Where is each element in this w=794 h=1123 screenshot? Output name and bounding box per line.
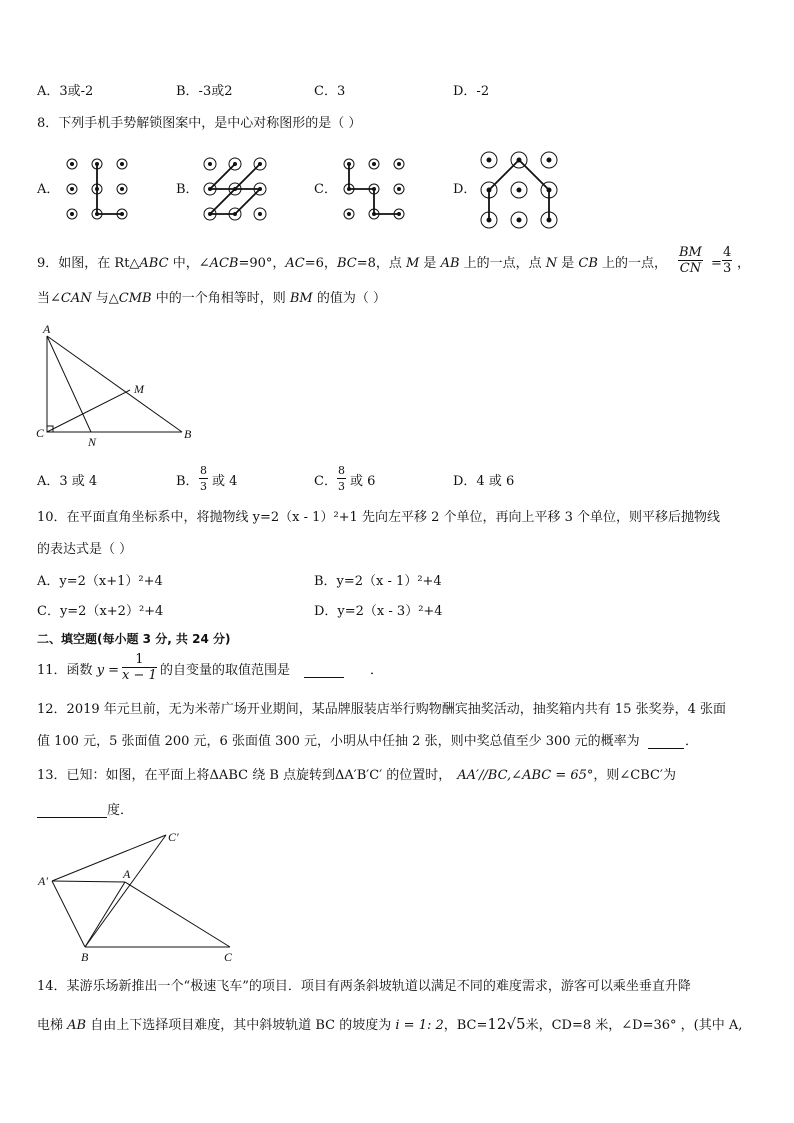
q13-label-c-prime: C′ (168, 830, 179, 844)
q10-option-a: A．y=2（x+1）²+4 (37, 574, 163, 589)
q9-label-a: A (43, 322, 51, 336)
q11-stem-post: 的自变量的取值范围是 (160, 663, 291, 678)
q10-option-b: B．y=2（x - 1）²+4 (314, 574, 442, 589)
q12-stem-line1: 12．2019 年元旦前，无为米蒂广场开业期间，某品牌服装店举行购物酬宾抽奖活动，抽奖箱内共有 15 张奖券，4 张面 (37, 702, 726, 717)
q9-option-d: D．4 或 6 (453, 474, 515, 489)
q14-stem-line2: 电梯 AB 自由上下选择项目难度，其中斜坡轨道 BC 的坡度为 i = 1: 2，BC=12√5米，CD=8 米，∠D=36° ，(其中 A, (37, 1015, 743, 1033)
q9-option-c-fraction: $\frac{8}{3}$ (338, 464, 345, 493)
q9-option-b-fraction: $\frac{8}{3}$ (200, 464, 207, 493)
q9-option-c-prefix: C． (314, 474, 337, 489)
q7-option-c: C．3 (314, 84, 346, 99)
q11-stem-pre: 11．函数 y = (37, 663, 120, 678)
q8-label-a: A． (37, 182, 60, 197)
q9-label-n: N (88, 435, 97, 449)
q7-option-a: A．3或-2 (37, 84, 94, 99)
q9-triangle-figure (30, 320, 205, 450)
q13-label-c: C (224, 950, 233, 964)
pattern-a (60, 152, 140, 227)
q9-option-b-suffix: 或 4 (212, 474, 238, 489)
q9-stem-comma: ， (737, 256, 751, 271)
q10-stem-line2: 的表达式是（ ） (37, 542, 133, 557)
pattern-b (198, 152, 278, 227)
q9-stem-line2: 当∠CAN 与△CMB 中的一个角相等时，则 BM 的值为（ ） (37, 291, 386, 306)
q11-period: ． (370, 663, 384, 678)
q9-label-m: M (134, 382, 144, 396)
q9-stem-line1: 9．如图，在 Rt△ABC 中，∠ACB=90°，AC=6，BC=8，点 M 是 AB 上的一点，点 N 是 CB 上的一点， (37, 256, 668, 271)
q10-option-c: C．y=2（x+2）²+4 (37, 604, 164, 619)
q13-stem-line1: 13．已知：如图，在平面上将ΔABC 绕 B 点旋转到ΔA′B′C′ 的位置时， AA′//BC,∠ABC = 65°，则∠CBC′为 (37, 768, 676, 783)
section-fill-in-heading: 二、填空题(每小题 3 分, 共 24 分) (37, 632, 231, 646)
pattern-c (337, 152, 417, 227)
q8-stem: 8．下列手机手势解锁图案中，是中心对称图形的是（ ） (37, 116, 362, 131)
q11-answer-blank[interactable] (304, 677, 344, 678)
q8-label-b: B． (176, 182, 199, 197)
q7-option-b: B．-3或2 (176, 84, 233, 99)
q12-period: ． (685, 734, 699, 749)
q13-unit: 度． (107, 803, 134, 818)
q9-ratio-fraction: $\frac{BM}{CN}$ (679, 245, 702, 276)
q12-stem-line2: 值 100 元，5 张面值 200 元，6 张面值 300 元，小明从中任抽 2 张，则中奖总值至少 300 元的概率为 (37, 734, 640, 749)
q9-label-c: C (36, 426, 45, 440)
q13-answer-blank[interactable] (37, 817, 107, 818)
q8-label-c: C． (314, 182, 337, 197)
q10-option-d: D．y=2（x - 3）²+4 (314, 604, 443, 619)
q13-label-b: B (81, 950, 89, 964)
q9-ratio-value: $\frac{4}{3}$ (723, 245, 732, 276)
q13-rotation-figure (30, 825, 250, 965)
q10-stem-line1: 10．在平面直角坐标系中，将抛物线 y=2（x - 1）²+1 先向左平移 2 个单位，再向上平移 3 个单位，则平移后抛物线 (37, 510, 721, 525)
q8-label-d: D． (453, 182, 477, 197)
q12-answer-blank[interactable] (648, 748, 684, 749)
q9-option-b-prefix: B． (176, 474, 199, 489)
q14-stem-line1: 14．某游乐场新推出一个“极速飞车”的项目．项目有两条斜坡轨道以满足不同的难度需求，游客可以乘坐垂直升降 (37, 979, 691, 994)
q9-option-a: A．3 或 4 (37, 474, 98, 489)
q11-fraction: $\frac{1}{x - 1}$ (122, 652, 157, 683)
q7-option-d: D．-2 (453, 84, 490, 99)
q13-label-a-prime: A′ (38, 874, 48, 888)
pattern-d (475, 148, 565, 233)
q9-option-c-suffix: 或 6 (350, 474, 376, 489)
q9-label-b: B (184, 427, 192, 441)
q9-ratio-equals: = (711, 256, 722, 271)
q13-label-a: A (123, 867, 131, 881)
